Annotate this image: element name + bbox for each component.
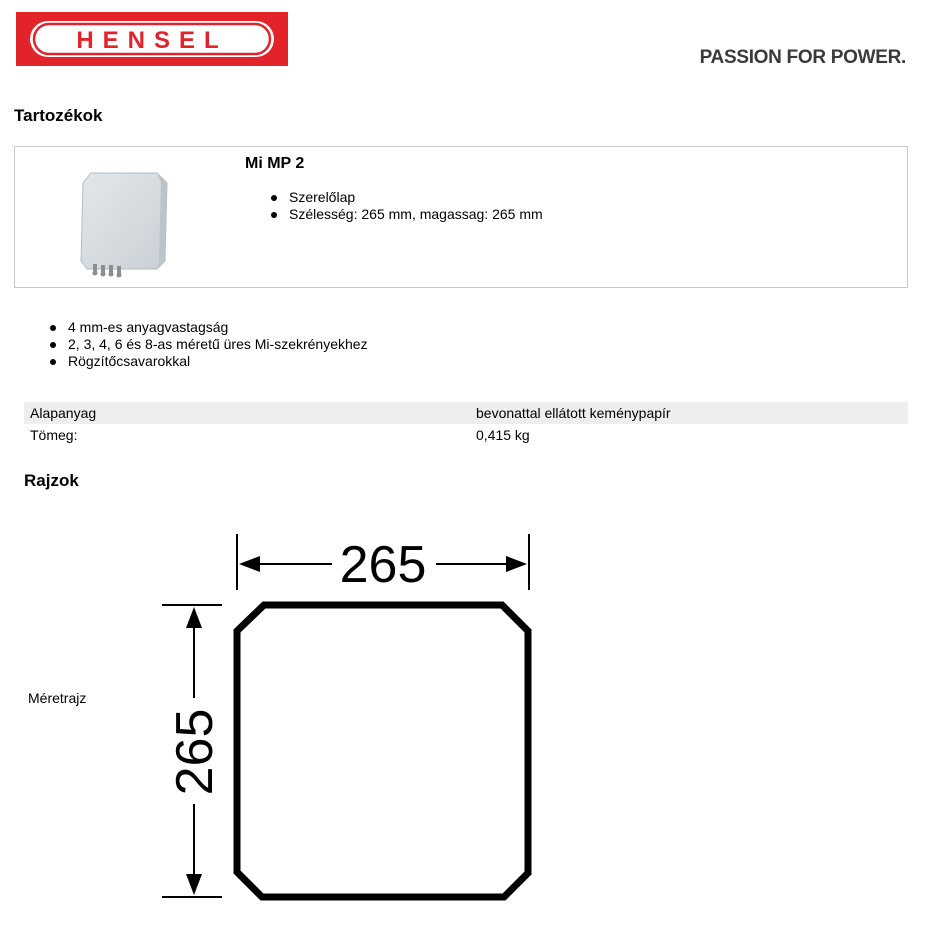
- product-name: Mi MP 2: [245, 155, 305, 172]
- hensel-logo: [16, 12, 288, 66]
- table-row: [24, 402, 908, 424]
- feature-list: [46, 319, 368, 370]
- property-label: Tömeg:: [30, 427, 78, 443]
- dimension-drawing: [150, 520, 570, 920]
- width-dimension: 265: [339, 536, 427, 594]
- product-bullet: Szerelőlap: [267, 189, 543, 206]
- feature-item: Rögzítőcsavarokkal: [46, 353, 368, 370]
- properties-table: [24, 402, 908, 446]
- logo-text: HENSEL: [76, 27, 228, 54]
- plate-outline: [237, 605, 528, 897]
- feature-item: 2, 3, 4, 6 és 8-as méretű üres Mi-szekrényekhez: [46, 336, 368, 353]
- product-bullet-list: [267, 189, 543, 223]
- property-label: Alapanyag: [24, 402, 470, 424]
- drawing-label: Méretrajz: [28, 690, 87, 706]
- tagline: PASSION FOR POWER.: [699, 47, 906, 68]
- height-dimension: 265: [166, 708, 224, 796]
- accessories-title: Tartozékok: [14, 106, 103, 125]
- product-card: [14, 146, 908, 288]
- product-bullet: Szélesség: 265 mm, magassag: 265 mm: [267, 206, 543, 223]
- property-value: 0,415 kg: [476, 427, 530, 443]
- feature-item: 4 mm-es anyagvastagság: [46, 319, 368, 336]
- property-value: bevonattal ellátott keménypapír: [470, 402, 908, 424]
- drawings-title: Rajzok: [24, 471, 79, 490]
- mounting-plate-image: [77, 169, 187, 279]
- table-row: [24, 424, 908, 446]
